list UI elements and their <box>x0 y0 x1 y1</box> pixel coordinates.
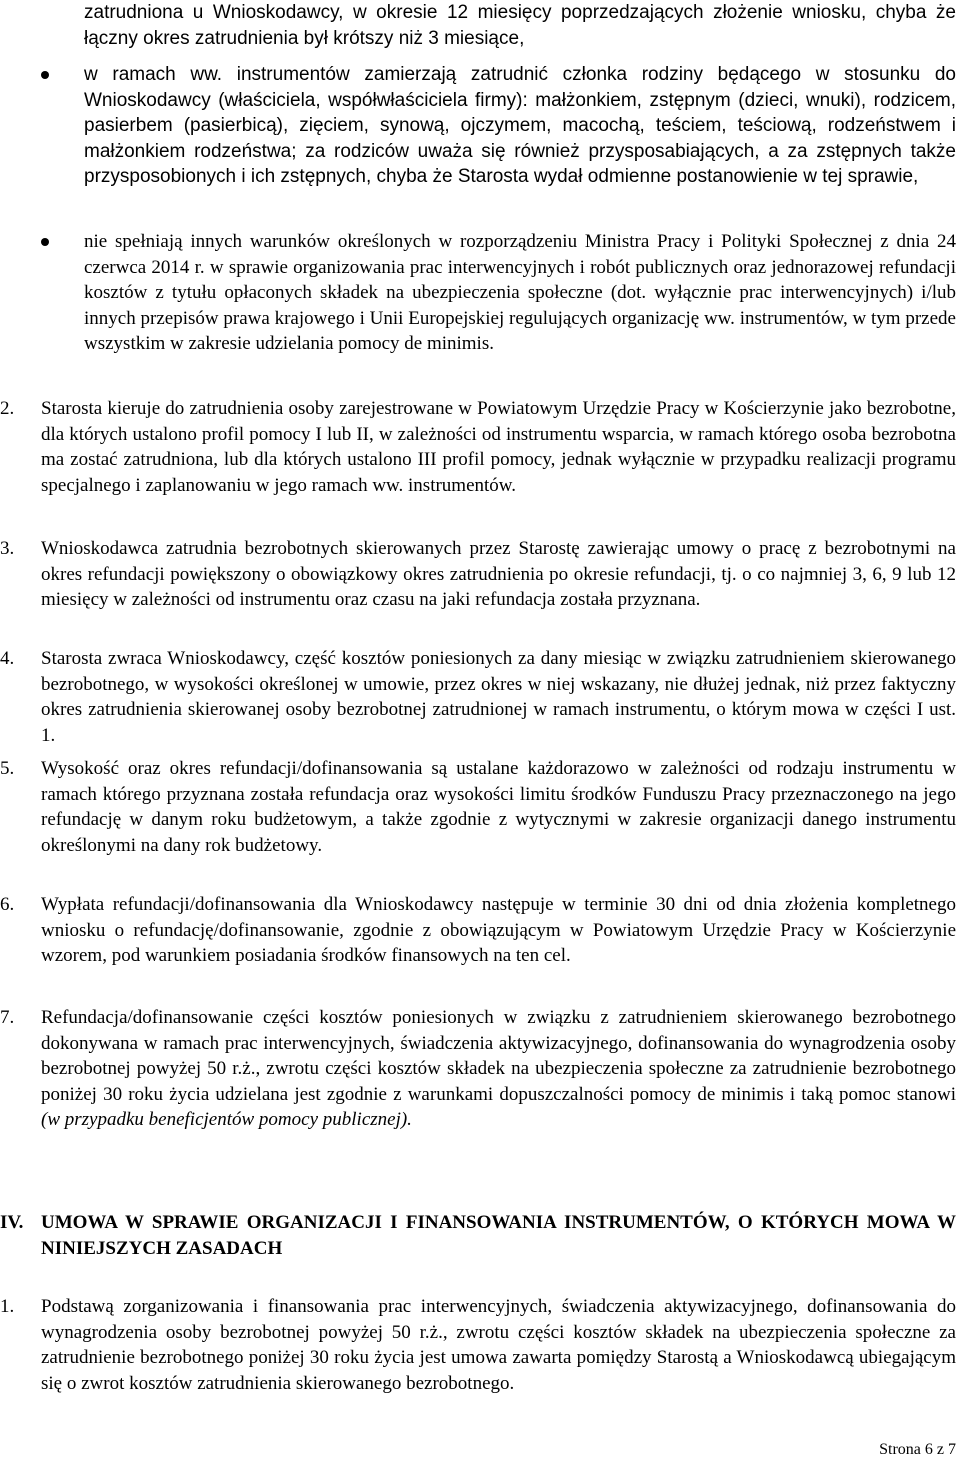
list-item <box>0 892 956 969</box>
bullet-dot-icon <box>41 238 49 246</box>
bullet-dot-icon <box>41 71 49 79</box>
list-item <box>0 536 956 613</box>
list-item-number: 7. <box>0 1007 15 1028</box>
list-item-text: Wysokość oraz okres refundacji/dofinansowania są ustalane każdorazowo w zależności od rodzaju instrumentu w ramach którego przyznana została refundacja oraz wysokości limitu środków Funduszu Pracy przeznaczonego na jego refundację w danym roku budżetowym, a także zgodnie z wytycznymi w zakresie organizacji danego instrumentu określonymi na dany rok budżetowy. <box>41 758 956 856</box>
bullet-item: nie spełniają innych warunków określonych w rozporządzeniu Ministra Pracy i Polityki Społecznej z dnia 24 czerwca 2014 r. w sprawie organizowania prac interwencyjnych i robót publicznych oraz jednorazowej refundacji kosztów z tytułu opłaconych składek na ubezpieczenia społeczne (dot. wyłącznie prac interwencyjnych) i/lub innych przepisów prawa krajowego i Unii Europejskiej regulujących organizację ww. instrumentów, w tym przede wszystkim w zakresie udzielania pomocy de minimis. <box>84 229 956 357</box>
section-heading <box>0 1210 956 1261</box>
list-item <box>0 1005 956 1133</box>
list-item-number: 5. <box>0 758 15 779</box>
list-item-text: Starosta zwraca Wnioskodawcy, część kosztów poniesionych za dany miesiąc w związku zatrudnieniem skierowanego bezrobotnego, w wysokości określonej w umowie, przez okres w niej wskazany, nie dłużej jednak, niż przez faktyczny okres zatrudnienia skierowanej osoby bezrobotnej zatrudnionej w ramach instrumentu, o którym mowa w części I ust. 1. <box>41 648 956 746</box>
bullet-item: w ramach ww. instrumentów zamierzają zatrudnić członka rodziny będącego w stosunku do Wnioskodawcy (właściciela, współwłaściciela firmy): małżonkiem, zstępnym (dzieci, wnuki), rodzicem, pasierbem (pasierbicą), zięciem, synową, ojczymem, macochą, teściem, teściową, rodzeństwem i małżonkiem rodzeństwa; za rodziców uważa się również przysposabiających, a za zstępnych także przysposobionych i ich zstępnych, chyba że Starosta wydał odmienne postanowienie w tej sprawie, <box>84 62 956 190</box>
list-item-number: 2. <box>0 398 15 419</box>
list-item-number: 1. <box>0 1296 15 1317</box>
list-item-text: Starosta kieruje do zatrudnienia osoby zarejestrowane w Powiatowym Urzędzie Pracy w Kościerzynie jako bezrobotne, dla których ustalono profil pomocy I lub II, w zależności od instrumentu wsparcia, w ramach którego osoba bezrobotna ma zostać zatrudniona, lub dla których ustalono III profil pomocy, jednak wyłącznie w przypadku realizacji programu specjalnego i zaplanowaniu w jego ramach ww. instrumentów. <box>41 398 956 496</box>
list-item-number: 3. <box>0 538 15 559</box>
list-item-text: Wnioskodawca zatrudnia bezrobotnych skierowanych przez Starostę zawierając umowy o pracę z bezrobotnymi na okres refundacji powiększony o obowiązkowy okres zatrudnienia po okresie refundacji, tj. o co najmniej 3, 6, 9 lub 12 miesięcy w zależności od instrumentu oraz czasu na jaki refundacja została przyznana. <box>41 538 956 611</box>
continuation-paragraph: zatrudniona u Wnioskodawcy, w okresie 12 miesięcy poprzedzających złożenie wniosku, chyba że łączny okres zatrudnienia był krótszy niż 3 miesiące, <box>84 2 956 49</box>
list-item <box>0 646 956 748</box>
list-item-number: 4. <box>0 648 15 669</box>
list-item-text: Refundacja/dofinansowanie części kosztów poniesionych w związku z zatrudnieniem skierowanego bezrobotnego dokonywana w ramach prac interwencyjnych, świadczenia aktywizacyjnego, dofinansowania do wynagrodzenia osoby bezrobotnej powyżej 50 r.ż., zwrotu części kosztów składek na ubezpieczenia społeczne za zatrudnienie bezrobotnego poniżej 30 roku życia udzielana jest zgodnie z warunkami dopuszczalności pomocy de minimis i taką pomoc stanowi <box>41 1007 956 1105</box>
list-item-italic-note: (w przypadku beneficjentów pomocy publicznej). <box>41 1109 412 1131</box>
section-title: UMOWA W SPRAWIE ORGANIZACJI I FINANSOWANIA INSTRUMENTÓW, O KTÓRYCH MOWA W NINIEJSZYCH ZASADACH <box>41 1212 956 1259</box>
section-number: IV. <box>0 1212 24 1233</box>
list-item-text: Wypłata refundacji/dofinansowania dla Wnioskodawcy następuje w terminie 30 dni od dnia złożenia kompletnego wniosku o refundację/dofinansowanie, zgodnie z obowiązującym w Powiatowym Urzędzie Pracy w Kościerzynie wzorem, pod warunkiem posiadania środków finansowych na ten cel. <box>41 894 956 967</box>
list-item <box>0 396 956 498</box>
page-footer: Strona 6 z 7 <box>879 1441 956 1458</box>
list-item-text: Podstawą zorganizowania i finansowania prac interwencyjnych, świadczenia aktywizacyjnego, dofinansowania do wynagrodzenia osoby bezrobotnej powyżej 50 r.ż., zwrotu części kosztów składek na ubezpieczenia społeczne za zatrudnienie bezrobotnego poniżej 30 roku życia jest umowa zawarta pomiędzy Starostą a Wnioskodawcą ubiegającym się o zwrot kosztów zatrudnienia skierowanego bezrobotnego. <box>41 1296 956 1394</box>
list-item <box>0 756 956 858</box>
list-item-number: 6. <box>0 894 15 915</box>
list-item <box>0 1294 956 1396</box>
